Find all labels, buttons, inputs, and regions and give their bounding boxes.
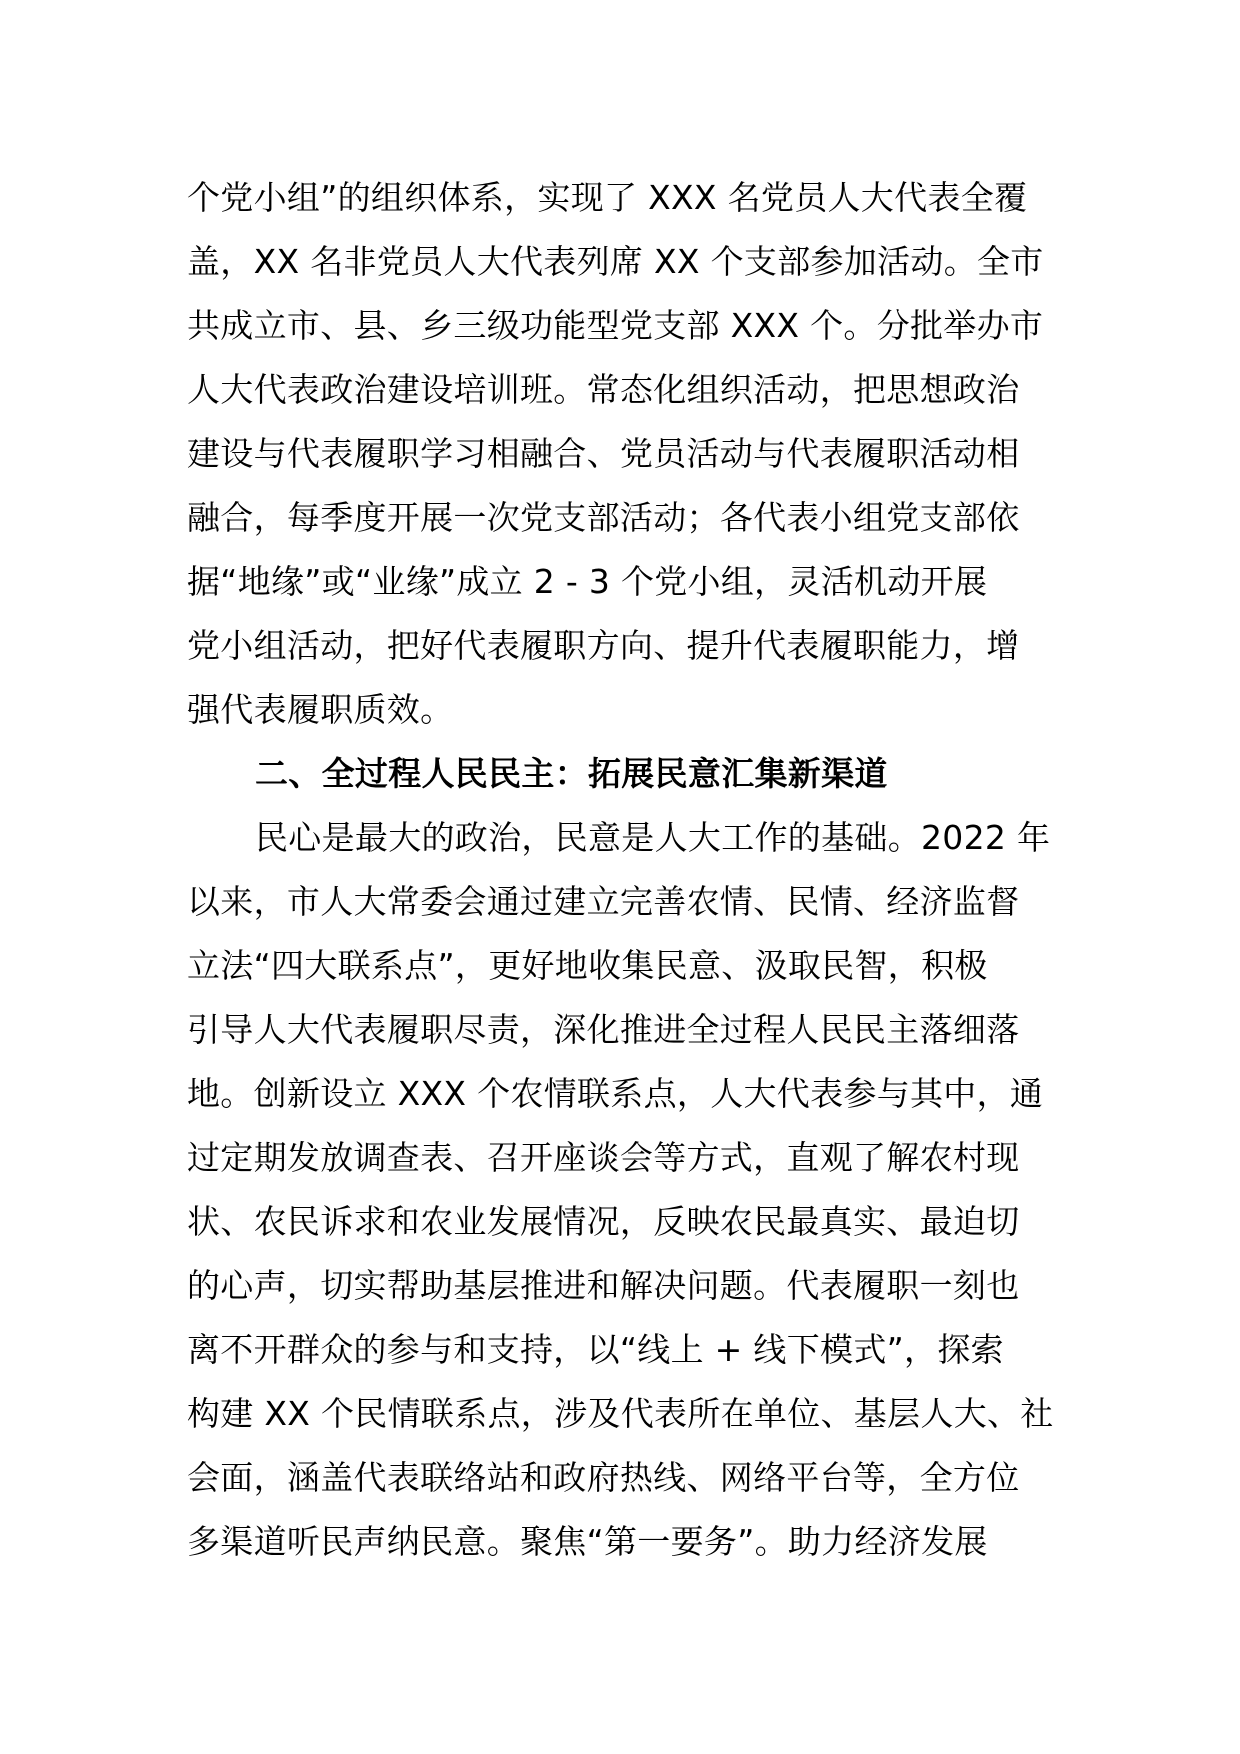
section-heading xyxy=(187,742,1057,806)
text-line: 盖，XX 名非党员人大代表列席 XX 个支部参加活动。全市 xyxy=(187,242,1044,281)
text-line: 融合，每季度开展一次党支部活动；各代表小组党支部依 xyxy=(187,498,1020,537)
text-line: 人大代表政治建设培训班。常态化组织活动，把思想政治 xyxy=(187,370,1020,409)
text-line: 的心声，切实帮助基层推进和解决问题。代表履职一刻也 xyxy=(187,1266,1020,1305)
section-heading-text: 二、全过程人民民主：拓展民意汇集新渠道 xyxy=(255,754,888,793)
text-line: 建设与代表履职学习相融合、党员活动与代表履职活动相 xyxy=(187,434,1020,473)
text-line: 个党小组”的组织体系，实现了 XXX 名党员人大代表全覆 xyxy=(187,178,1028,217)
text-line: 共成立市、县、乡三级功能型党支部 XXX 个。分批举办市 xyxy=(187,306,1044,345)
paragraph-section-two xyxy=(187,806,1057,1574)
text-line: 状、农民诉求和农业发展情况，反映农民最真实、最迫切 xyxy=(187,1202,1020,1241)
text-line: 以来，市人大常委会通过建立完善农情、民情、经济监督 xyxy=(187,882,1020,921)
text-line-first: 民心是最大的政治，民意是人大工作的基础。2022 年 xyxy=(255,818,1051,857)
paragraph-continued xyxy=(187,166,1057,742)
text-line: 引导人大代表履职尽责，深化推进全过程人民民主落细落 xyxy=(187,1010,1020,1049)
text-line: 立法“四大联系点”，更好地收集民意、汲取民智，积极 xyxy=(187,946,988,985)
text-line: 据“地缘”或“业缘”成立 2 - 3 个党小组，灵活机动开展 xyxy=(187,562,988,601)
text-line: 会面，涵盖代表联络站和政府热线、网络平台等，全方位 xyxy=(187,1458,1020,1497)
text-line: 构建 XX 个民情联系点，涉及代表所在单位、基层人大、社 xyxy=(187,1394,1054,1433)
text-line: 离不开群众的参与和支持，以“线上 + 线下模式”，探索 xyxy=(187,1330,1004,1369)
text-line: 党小组活动，把好代表履职方向、提升代表履职能力，增 xyxy=(187,626,1020,665)
text-line: 多渠道听民声纳民意。聚焦“第一要务”。助力经济发展 xyxy=(187,1522,988,1561)
text-line: 地。创新设立 XXX 个农情联系点，人大代表参与其中，通 xyxy=(187,1074,1044,1113)
text-line: 过定期发放调查表、召开座谈会等方式，直观了解农村现 xyxy=(187,1138,1020,1177)
text-line: 强代表履职质效。 xyxy=(187,690,454,729)
